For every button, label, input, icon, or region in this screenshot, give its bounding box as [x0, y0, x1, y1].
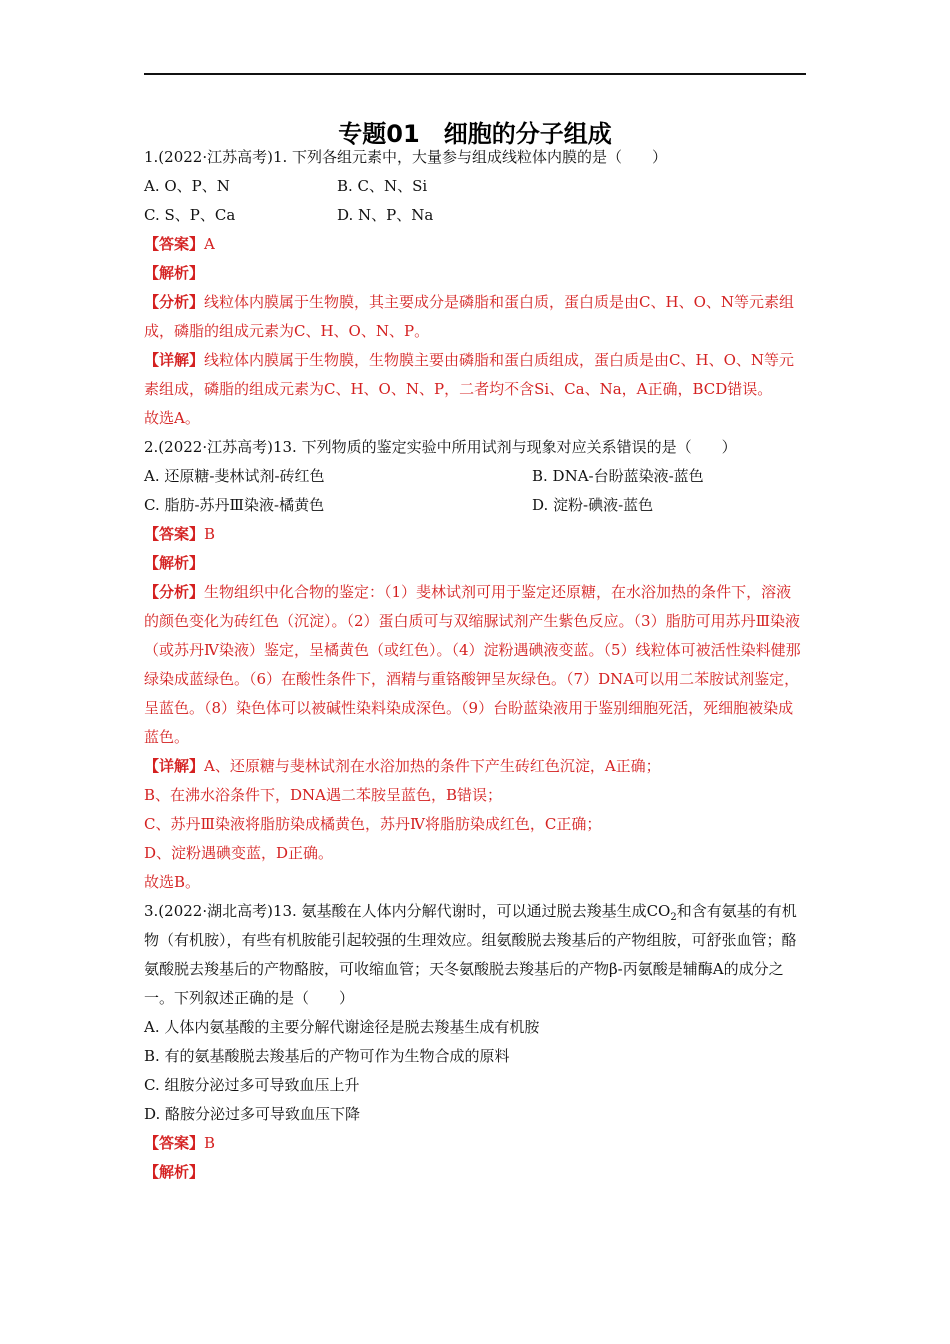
q3-option-d: D. 酪胺分泌过多可导致血压下降: [144, 1105, 361, 1123]
q1-options-row-1: [144, 172, 806, 201]
q2-xiangjie-line-4: D、淀粉遇碘变蓝，D正确。: [144, 844, 334, 862]
q3-stem: [144, 897, 806, 1013]
q1-xiangjie: [144, 346, 806, 404]
q2-xiangjie-line-3: C、苏丹Ⅲ染液将脂肪染成橘黄色，苏丹Ⅳ将脂肪染成红色，C正确；: [144, 815, 602, 833]
q2-option-b: B. DNA-台盼蓝染液-蓝色: [532, 467, 704, 485]
q2-stem: 2.(2022·江苏高考)13. 下列物质的鉴定实验中所用试剂与现象对应关系错误的是（ ）: [144, 438, 737, 456]
q3-answer-label: 【答案】: [144, 1134, 205, 1152]
q1-options-row-2: [144, 201, 806, 230]
q3-answer: [144, 1129, 806, 1158]
q1-answer-value: A: [204, 235, 215, 253]
q1-conclusion: 故选A。: [144, 409, 200, 427]
q1-option-a: A. O、P、N: [144, 177, 230, 195]
q2-xiangjie-line-1: [144, 752, 806, 781]
q3-answer-value: B: [204, 1134, 216, 1152]
q2-answer-label: 【答案】: [144, 525, 205, 543]
q2-conclusion: 故选B。: [144, 873, 201, 891]
q1-answer-label: 【答案】: [144, 235, 205, 253]
q2-fenxi-label: 【分析】: [144, 583, 205, 601]
document-body: [144, 143, 806, 1187]
q3-stem-part-a: 3.(2022·湖北高考)13. 氨基酸在人体内分解代谢时，可以通过脱去羧基生成CO: [144, 902, 671, 920]
page-title: 专题01 细胞的分子组成: [338, 120, 612, 148]
q2-fenxi-text: 生物组织中化合物的鉴定：（1）斐林试剂可用于鉴定还原糖，在水浴加热的条件下，溶液的颜色变化为砖红色（沉淀）。（2）蛋白质可与双缩脲试剂产生紫色反应。（3）脂肪可用苏丹Ⅲ染液（或苏丹Ⅳ染液）鉴定，呈橘黄色（或红色）。（4）淀粉遇碘液变蓝。（5）线粒体可被活性染料健那绿染成蓝绿色。（6）在酸性条件下，酒精与重铬酸钾呈灰绿色。（7）DNA可以用二苯胺试剂鉴定，呈蓝色。（8）染色体可以被碱性染料染成深色。（9）台盼蓝染液用于鉴别细胞死活，死细胞被染成蓝色。: [144, 583, 801, 746]
q2-answer: [144, 520, 806, 549]
q3-stem-subscript: 2: [670, 912, 677, 923]
q2-option-a: A. 还原糖-斐林试剂-砖红色: [144, 467, 325, 485]
header-rule: [144, 73, 806, 75]
q1-stem: 1.(2022·江苏高考)1. 下列各组元素中，大量参与组成线粒体内膜的是（ ）: [144, 148, 668, 166]
q2-xiangjie-text-1: A、还原糖与斐林试剂在水浴加热的条件下产生砖红色沉淀，A正确；: [204, 757, 661, 775]
q2-analysis-label: 【解析】: [144, 554, 205, 572]
q3-option-a: A. 人体内氨基酸的主要分解代谢途径是脱去羧基生成有机胺: [144, 1018, 540, 1036]
q2-options-row-1: [144, 462, 806, 491]
q3-analysis-label: 【解析】: [144, 1163, 205, 1181]
q1-fenxi-text: 线粒体内膜属于生物膜，其主要成分是磷脂和蛋白质，蛋白质是由C、H、O、N等元素组成，磷脂的组成元素为C、H、O、N、P。: [144, 293, 794, 340]
q1-option-d: D. N、P、Na: [337, 206, 434, 224]
q2-options-row-2: [144, 491, 806, 520]
q3-option-c: C. 组胺分泌过多可导致血压上升: [144, 1076, 360, 1094]
q1-fenxi: [144, 288, 806, 346]
q2-xiangjie-label: 【详解】: [144, 757, 205, 775]
q2-fenxi: [144, 578, 806, 752]
q1-option-c: C. S、P、Ca: [144, 206, 236, 224]
q1-analysis-label: 【解析】: [144, 264, 205, 282]
q2-xiangjie-line-2: B、在沸水浴条件下，DNA遇二苯胺呈蓝色，B错误；: [144, 786, 503, 804]
q3-option-b: B. 有的氨基酸脱去羧基后的产物可作为生物合成的原料: [144, 1047, 510, 1065]
q1-xiangjie-label: 【详解】: [144, 351, 205, 369]
q1-option-b: B. C、N、Si: [337, 177, 428, 195]
q1-xiangjie-text: 线粒体内膜属于生物膜，生物膜主要由磷脂和蛋白质组成，蛋白质是由C、H、O、N等元素组成，磷脂的组成元素为C、H、O、N、P，二者均不含Si、Ca、Na，A正确，BCD错误。: [144, 351, 794, 398]
q1-answer: [144, 230, 806, 259]
q1-fenxi-label: 【分析】: [144, 293, 205, 311]
q2-answer-value: B: [204, 525, 216, 543]
q2-option-d: D. 淀粉-碘液-蓝色: [532, 496, 654, 514]
q2-option-c: C. 脂肪-苏丹Ⅲ染液-橘黄色: [144, 496, 325, 514]
q3-stem-part-b: 和含有氨基的有机物（有机胺），有些有机胺能引起较强的生理效应。组氨酸脱去羧基后的产物组胺，可舒张血管；酪氨酸脱去羧基后的产物酪胺，可收缩血管；天冬氨酸脱去羧基后的产物β-丙氨酸是辅酶A的成分之一。下列叙述正确的是（ ）: [144, 902, 797, 1007]
